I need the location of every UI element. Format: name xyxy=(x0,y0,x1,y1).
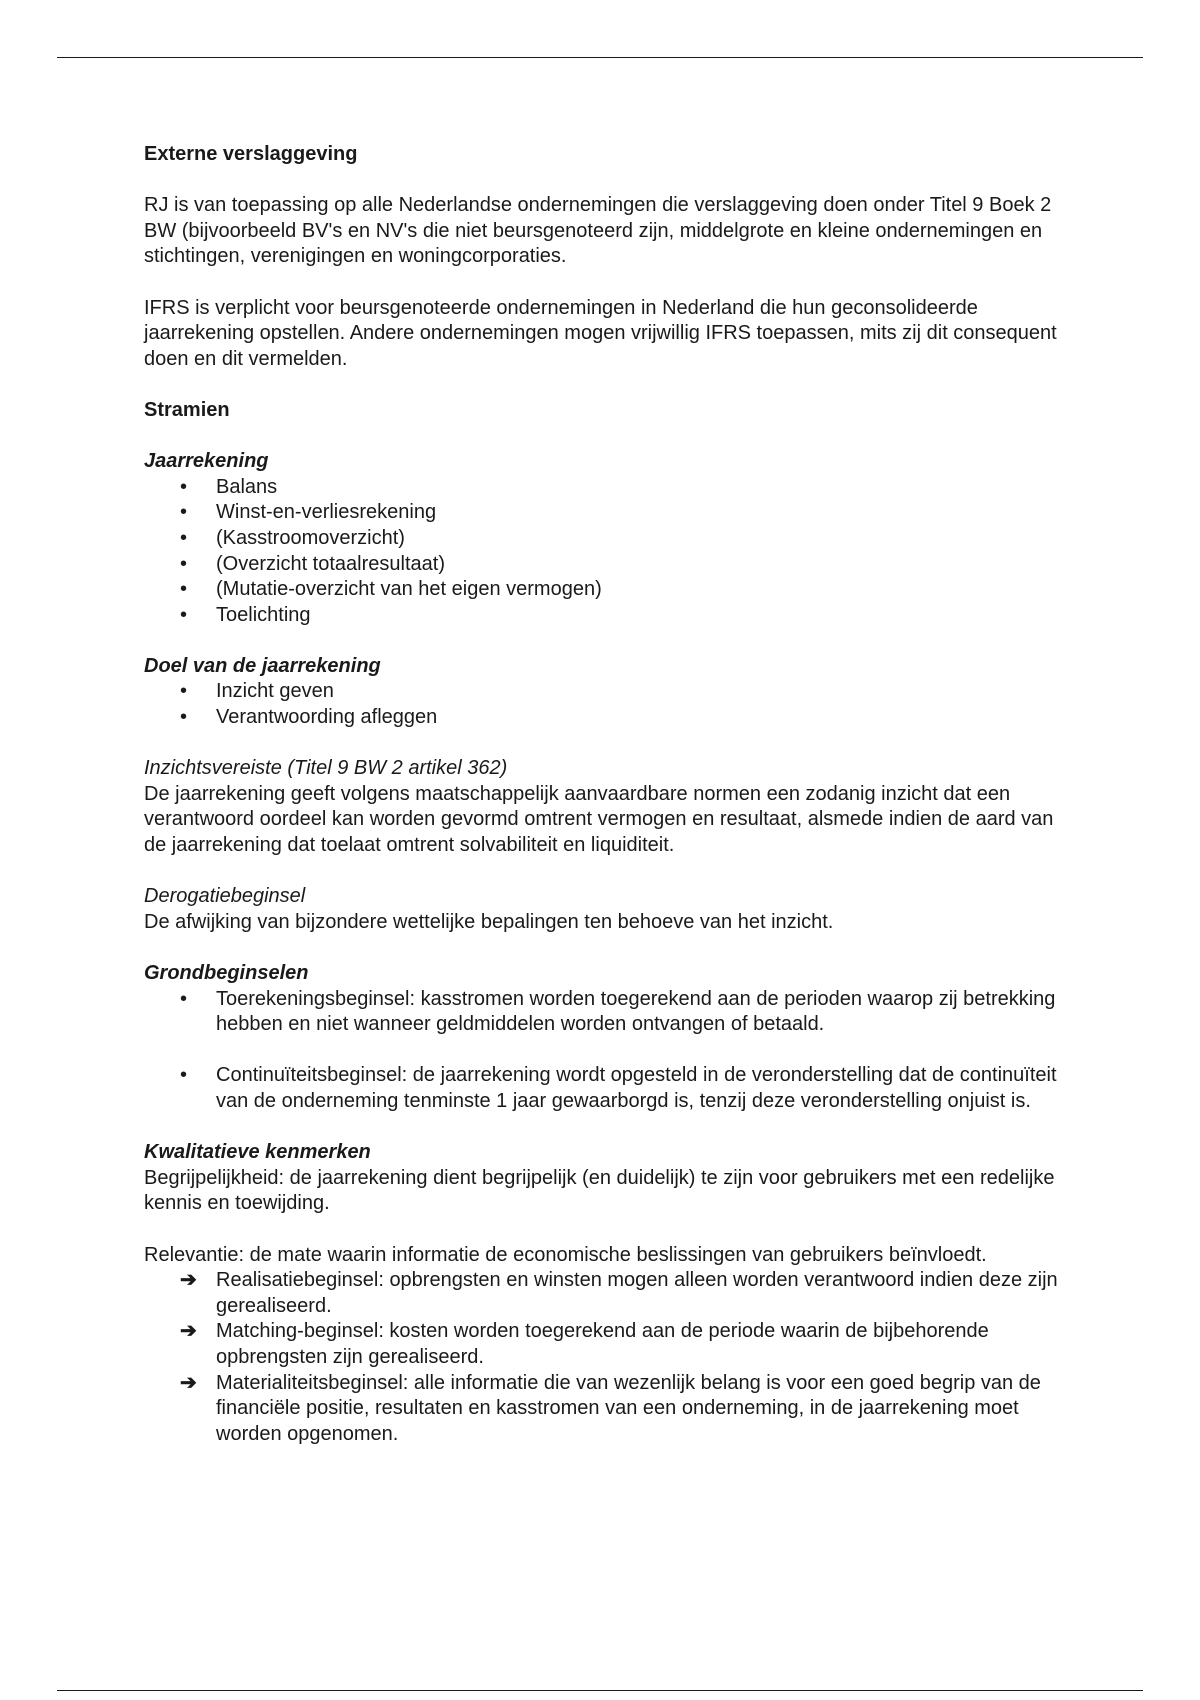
heading-grondbeginselen: Grondbeginselen xyxy=(144,962,309,984)
header-rule xyxy=(57,57,1143,58)
arrow-right-icon: ➔ xyxy=(180,1371,197,1394)
list-item: • (Kasstroomoverzicht) xyxy=(144,526,1064,552)
bullet-icon: • xyxy=(180,706,188,729)
list-item: • Toelichting xyxy=(144,603,1064,629)
heading-inzichtsvereiste: Inzichtsvereiste (Titel 9 BW 2 artikel 362) xyxy=(144,757,508,780)
list-jaarrekening xyxy=(144,475,1064,629)
document-body xyxy=(144,142,1064,1447)
paragraph-relevantie: Relevantie: de mate waarin informatie de economische beslissingen van gebruikers beïnvloedt. xyxy=(144,1243,987,1266)
bullet-icon: • xyxy=(180,987,188,1010)
bullet-icon: • xyxy=(180,578,188,601)
heading-jaarrekening: Jaarrekening xyxy=(144,450,269,473)
list-item: • Verantwoording afleggen xyxy=(144,705,1064,731)
footer-rule xyxy=(57,1690,1143,1691)
section-title-externe-verslaggeving: Externe verslaggeving xyxy=(144,143,358,165)
list-item: • Winst-en-verliesrekening xyxy=(144,500,1064,526)
paragraph-ifrs: IFRS is verplicht voor beursgenoteerde ondernemingen in Nederland die hun geconsolideerde jaarrekening opstellen. Andere ondernemingen mogen vrijwillig IFRS toepassen, mits zij dit consequent doen en dit vermelden. xyxy=(144,296,1057,370)
list-grondbeginselen xyxy=(144,987,1064,1115)
bullet-icon: • xyxy=(180,680,188,703)
bullet-icon: • xyxy=(180,1064,188,1087)
paragraph-begrijpelijkheid: Begrijpelijkheid: de jaarrekening dient begrijpelijk (en duidelijk) te zijn voor gebruikers met een redelijke kennis en toewijding. xyxy=(144,1166,1055,1215)
bullet-icon: • xyxy=(180,526,188,549)
paragraph-inzichtsvereiste: De jaarrekening geeft volgens maatschappelijk aanvaardbare normen een zodanig inzicht dat een verantwoord oordeel kan worden gevormd omtrent vermogen en resultaat, alsmede indien de aard van de jaarrekening dat toelaat omtrent solvabiliteit en liquiditeit. xyxy=(144,782,1054,857)
list-item: • Inzicht geven xyxy=(144,679,1064,705)
list-item: ➔ Realisatiebeginsel: opbrengsten en winsten mogen alleen worden verantwoord indien deze zijn gerealiseerd. xyxy=(180,1269,1058,1317)
arrow-right-icon: ➔ xyxy=(180,1320,197,1343)
list-item: ➔ Materialiteitsbeginsel: alle informatie die van wezenlijk belang is voor een goed begrip van de financiële positie, resultaten en kasstromen van een onderneming, in de jaarrekening moet worden opgenomen. xyxy=(180,1371,1041,1445)
list-item: ➔ Matching-beginsel: kosten worden toegerekend aan de periode waarin de bijbehorende opbrengsten zijn gerealiseerd. xyxy=(180,1320,989,1368)
list-doel xyxy=(144,679,1064,730)
bullet-icon: • xyxy=(180,603,188,626)
heading-kwalitatieve-kenmerken: Kwalitatieve kenmerken xyxy=(144,1141,371,1164)
section-title-stramien: Stramien xyxy=(144,398,230,421)
list-item: • (Overzicht totaalresultaat) xyxy=(144,552,1064,578)
paragraph-derogatiebeginsel: De afwijking van bijzondere wettelijke bepalingen ten behoeve van het inzicht. xyxy=(144,910,834,933)
heading-doel: Doel van de jaarrekening xyxy=(144,654,381,677)
list-item: • (Mutatie-overzicht van het eigen vermogen) xyxy=(144,577,1064,603)
list-item: • Continuïteitsbeginsel: de jaarrekening wordt opgesteld in de veronderstelling dat de continuïteit van de onderneming tenminste 1 jaar gewaarborgd is, tenzij deze veronderstelling onjuist is. xyxy=(180,1064,1057,1112)
list-item: • Toerekeningsbeginsel: kasstromen worden toegerekend aan de perioden waarop zij betrekking hebben en niet wanneer geldmiddelen worden ontvangen of betaald. xyxy=(180,987,1056,1036)
bullet-icon: • xyxy=(180,501,188,524)
arrow-right-icon: ➔ xyxy=(180,1269,197,1292)
list-item: • Balans xyxy=(144,475,1064,501)
heading-derogatiebeginsel: Derogatiebeginsel xyxy=(144,885,306,908)
bullet-icon: • xyxy=(180,475,188,498)
list-relevantie-beginselen xyxy=(144,1268,1064,1447)
paragraph-rj: RJ is van toepassing op alle Nederlandse ondernemingen die verslaggeving doen onder Titel 9 Boek 2 BW (bijvoorbeeld BV's en NV's die niet beursgenoteerd zijn, middelgrote en kleine ondernemingen en stichtingen, verenigingen en woningcorporaties. xyxy=(144,194,1052,268)
bullet-icon: • xyxy=(180,552,188,575)
